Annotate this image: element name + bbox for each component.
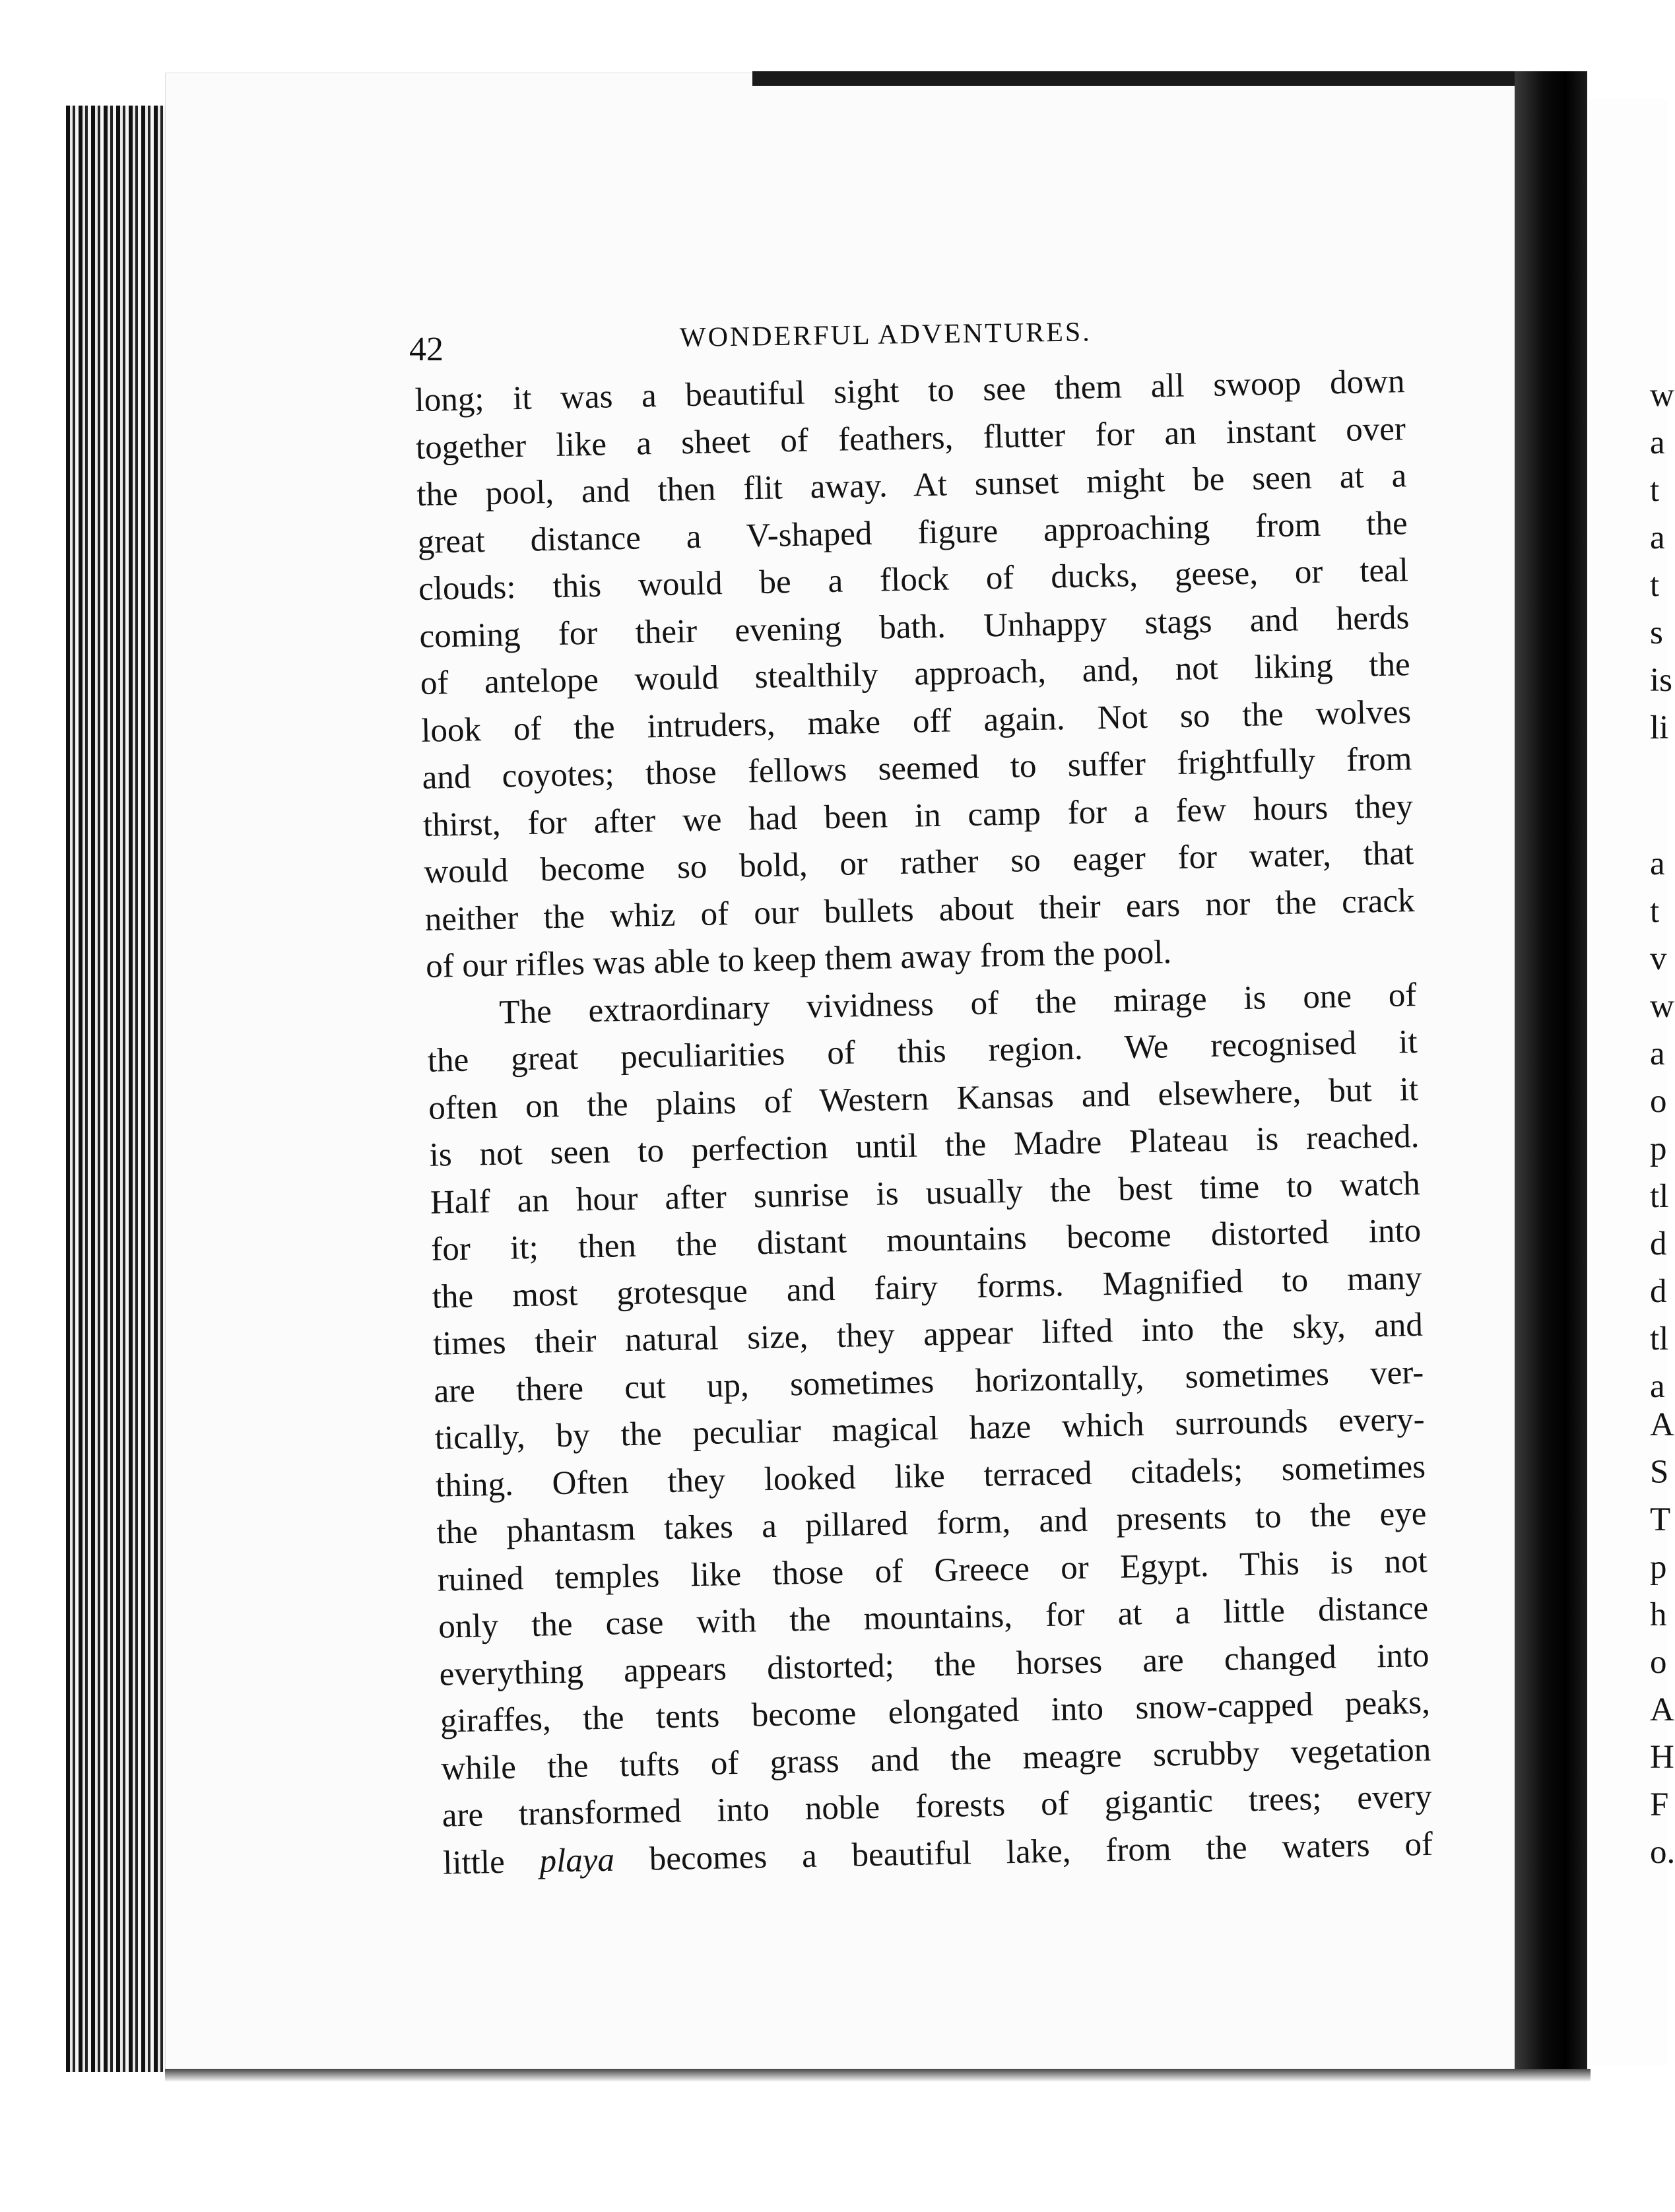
text-line: of our rifles was able to keep them away from the pool.: [425, 934, 1172, 985]
text-line: is not seen to perfection until the Madre Plateau is reached.: [429, 1117, 1420, 1174]
text-line: the pool, and then flit away. At sunset might be seen at a: [416, 457, 1407, 513]
facing-page-letter: F: [1650, 1786, 1669, 1823]
text-fragment: little: [442, 1842, 541, 1882]
scan-background-left: [0, 0, 73, 2212]
facing-page-letter: a: [1650, 519, 1665, 556]
facing-page-letter: t: [1650, 472, 1660, 509]
text-line: often on the plains of Western Kansas and elsewhere, but it: [428, 1070, 1419, 1127]
text-line: and coyotes; those fellows seemed to suffer frightfully from: [422, 740, 1412, 797]
facing-page-letter: is: [1650, 662, 1673, 699]
text-line: only the case with the mountains, for at a little distance: [438, 1589, 1429, 1646]
book-gutter: [1515, 71, 1587, 2077]
page-edges-left: [66, 106, 172, 2072]
text-line: Half an hour after sunrise is usually the best time to watch: [430, 1165, 1421, 1221]
text-line: giraffes, the tents become elongated into snow-capped peaks,: [440, 1683, 1431, 1740]
text-line: The extraordinary vividness of the mirage is one of: [498, 976, 1417, 1031]
facing-page-letter: p: [1650, 1549, 1667, 1586]
facing-page-letter: d: [1650, 1273, 1667, 1310]
facing-page-letter: t: [1650, 567, 1660, 604]
text-line: the most grotesque and fairy forms. Magnified to many: [432, 1259, 1423, 1316]
text-line: are transformed into noble forests of gigantic trees; every: [442, 1778, 1433, 1835]
text-line: long; it was a beautiful sight to see them all swoop down: [414, 363, 1405, 419]
text-line: great distance a V-shaped figure approaching from the: [417, 504, 1408, 561]
text-line: would become so bold, or rather so eager for water, that: [423, 835, 1414, 891]
facing-page-letter: h: [1650, 1596, 1667, 1633]
text-line: everything appears distorted; the horses are changed into: [439, 1637, 1429, 1693]
text-line: of antelope would stealthily approach, and, not liking the: [420, 646, 1411, 702]
text-line: are there cut up, sometimes horizontally, sometimes ver-: [433, 1353, 1424, 1410]
facing-page-letter: a: [1650, 1035, 1665, 1072]
text-line: coming for their evening bath. Unhappy stags and herds: [418, 599, 1410, 655]
facing-page-letter: A: [1650, 1406, 1674, 1443]
page-number: 42: [409, 331, 443, 368]
text-line: the phantasm takes a pillared form, and presents to the eye: [436, 1495, 1427, 1551]
facing-page-letter: a: [1650, 424, 1665, 461]
facing-page-letter: t: [1650, 893, 1660, 930]
text-line: for it; then the distant mountains become distorted into: [430, 1212, 1422, 1268]
text-line: ruined temples like those of Greece or Egypt. This is not: [437, 1542, 1428, 1599]
text-line: tically, by the peculiar magical haze which surrounds every-: [434, 1400, 1426, 1457]
facing-page-letter: a: [1650, 845, 1665, 882]
facing-page-letter: o: [1650, 1644, 1667, 1681]
facing-page-letter: v: [1650, 940, 1667, 977]
text-fragment: becomes a beautiful lake, from the waters of: [614, 1825, 1433, 1879]
facing-page-letter: H: [1650, 1739, 1674, 1776]
text-line: the great peculiarities of this region. We recognised it: [427, 1024, 1418, 1080]
facing-page-letter: T: [1650, 1501, 1671, 1538]
text-line: look of the intruders, make off again. Not so the wolves: [420, 693, 1412, 750]
running-head: WONDERFUL ADVENTURES.: [679, 317, 1092, 353]
text-line: thing. Often they looked like terraced citadels; sometimes: [435, 1448, 1426, 1505]
facing-page-letter: w: [1650, 377, 1674, 414]
text-line: while the tufts of grass and the meagre scrubby vegetation: [440, 1731, 1431, 1788]
scan-shadow-bottom: [165, 2069, 1591, 2082]
text-line: clouds: this would be a flock of ducks, geese, or teal: [418, 552, 1409, 608]
italic-word: playa: [539, 1841, 615, 1880]
facing-page-letter: o: [1650, 1083, 1667, 1120]
text-line: neither the whiz of our bullets about their ears nor the crack: [424, 882, 1416, 938]
facing-page-letter: w: [1650, 988, 1674, 1025]
facing-page-letter: tl: [1650, 1320, 1669, 1357]
facing-page-letter: tl: [1650, 1178, 1669, 1215]
facing-page-letter: li: [1650, 709, 1669, 746]
facing-page-letter: o.: [1650, 1834, 1675, 1871]
scan-shadow-top: [752, 71, 1531, 86]
facing-page-letter: A: [1650, 1691, 1674, 1728]
facing-page-letter: S: [1650, 1454, 1669, 1491]
facing-page-letter: s: [1650, 614, 1663, 651]
text-line: together like a sheet of feathers, flutter for an instant over: [415, 410, 1406, 467]
facing-page-letter: p: [1650, 1130, 1667, 1167]
body-text: [414, 358, 1433, 1887]
text-line: thirst, for after we had been in camp for a few hours they: [422, 787, 1414, 844]
facing-page-letter: d: [1650, 1225, 1667, 1262]
facing-page-letter: a: [1650, 1368, 1665, 1405]
text-line: times their natural size, they appear lifted into the sky, and: [432, 1306, 1424, 1363]
